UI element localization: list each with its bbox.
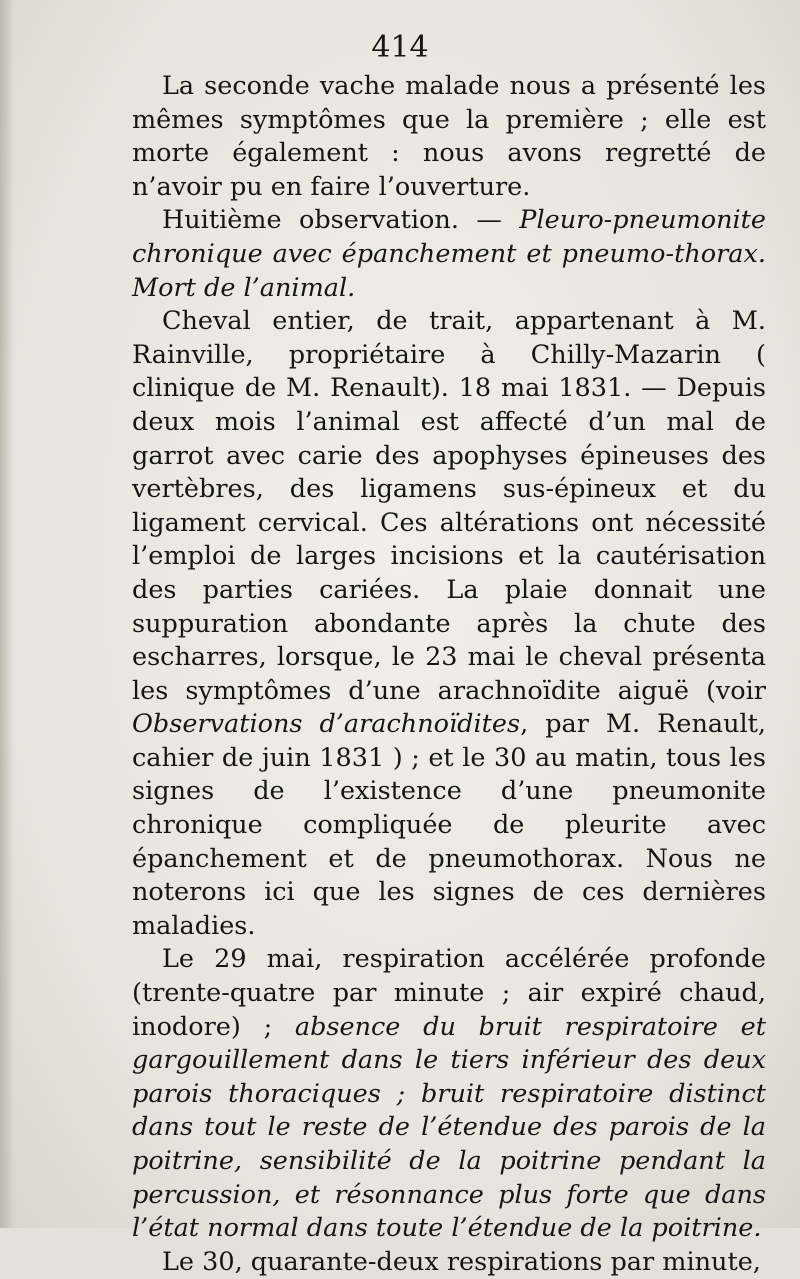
paragraph-p5: [132, 1246, 766, 1279]
text-segment: Pleuro-pneumonite chronique avec épanchement et pneumo-thorax. Mort de l’animal.: [132, 205, 766, 303]
body-text: [132, 70, 766, 1279]
page-edge-shadow: [0, 0, 14, 1228]
paragraph-p2: [132, 204, 766, 305]
text-segment: Cheval entier, de trait, appartenant à M. Rainville, propriétaire à Chilly-Mazarin ( clinique de M. Renault). 18 mai 1831. — Depuis deux mois l’animal est affecté d’un mal de garrot avec carie des apophyses épineuses des vertèbres, des ligamens sus-épineux et du ligament cervical. Ces altérations ont nécessité l’emploi de larges incisions et la cautérisation des parties cariées. La plaie donnait une suppuration abondante après la chute des escharres, lorsque, le 23 mai le cheval présenta les symptômes d’une arachnoïdite aiguë (voir: [132, 306, 766, 706]
paragraph-p4: [132, 943, 766, 1245]
text-segment: Le 30, quarante-deux respirations par minute,: [162, 1246, 761, 1277]
text-segment: Huitième observation. —: [162, 205, 520, 236]
paragraph-p1: [132, 70, 766, 204]
page-number: 414: [371, 30, 429, 65]
text-segment: Le 29 mai, respiration accélérée profonde (trente-quatre par minute ; air expiré chaud, inodore) ;: [132, 944, 766, 1042]
text-segment: absence du bruit respiratoire et gargouillement dans le tiers inférieur des deux parois thoraciques ; bruit respiratoire distinct dans tout le reste de l’étendue des parois de la poitrine, sensibilité de la poitrine pendant la percussion, et résonnance plus forte que dans l’état normal dans toute l’étendue de la poitrine.: [132, 1011, 766, 1244]
text-segment: Observations d’arachnoïdites: [132, 709, 521, 740]
text-segment: , par M. Renault, cahier de juin 1831 ) ; et le 30 au matin, tous les signes de l’existence d’une pneumonite chronique compliquée de pleurite avec épanchement et de pneumothorax. Nous ne noterons ici que les signes de ces dernières maladies.: [132, 709, 767, 941]
text-segment: La seconde vache malade nous a présenté les mêmes symptômes que la première ; elle est morte également : nous avons regretté de n’avoir pu en faire l’ouverture.: [132, 71, 766, 202]
paragraph-p3: [132, 305, 766, 943]
